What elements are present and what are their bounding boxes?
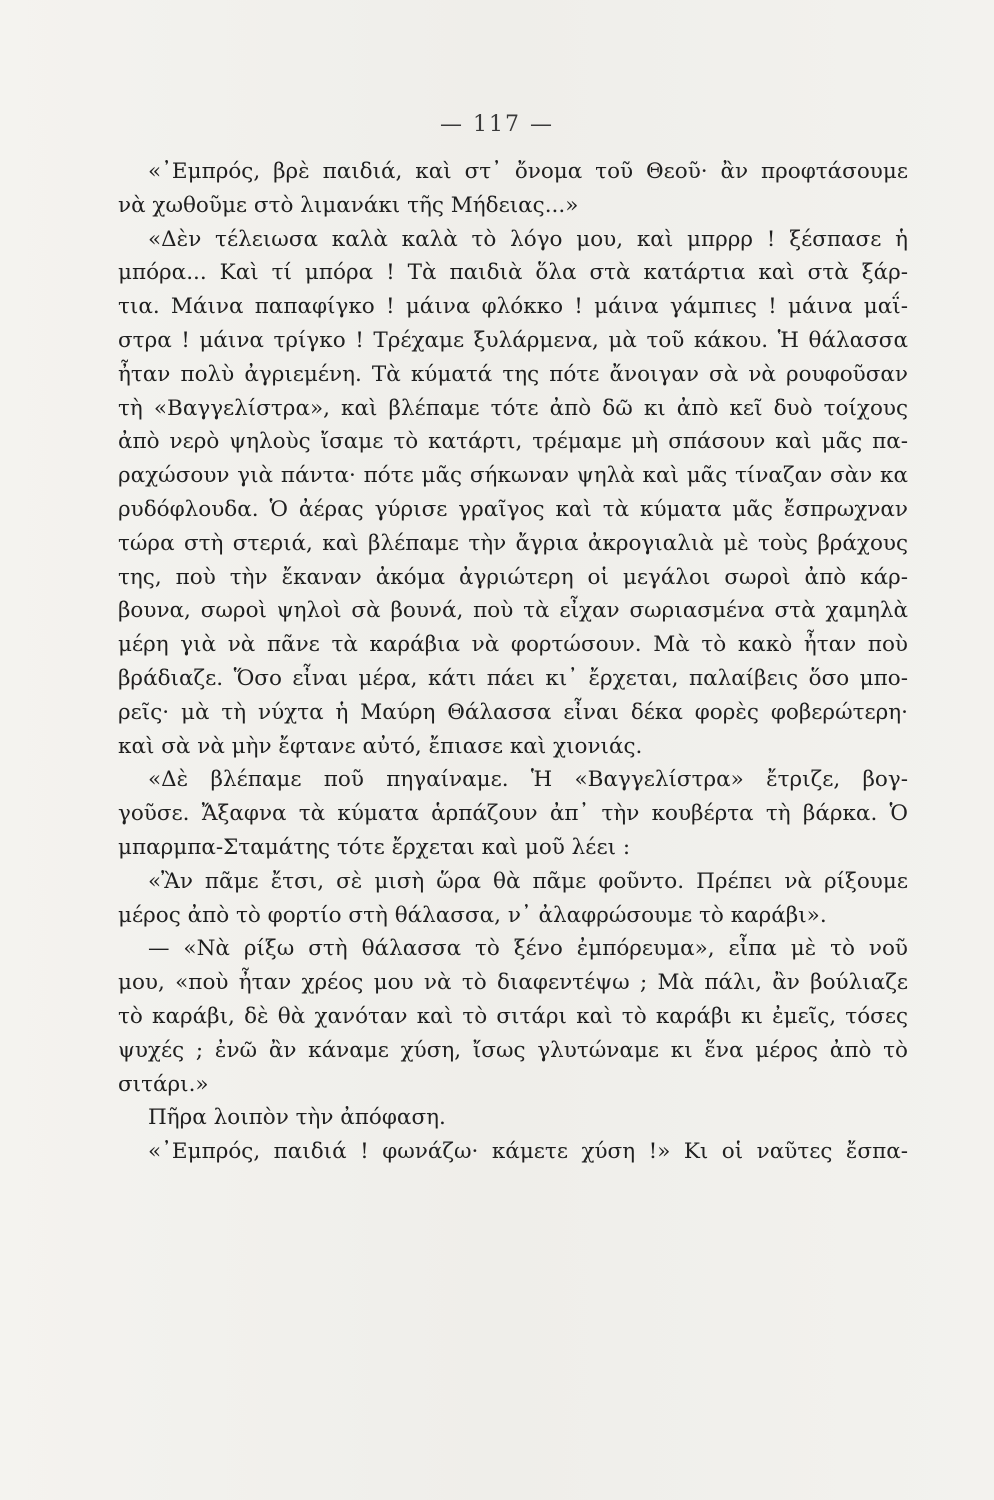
text-line: — «Νὰ ρίξω στὴ θάλασσα τὸ ξένο ἐμπόρευμα», εἶπα μὲ τὸ νοῦ xyxy=(148,936,908,962)
text-line: βράδιαζε. Ὅσο εἶναι μέρα, κάτι πάει κι᾿ ἔρχεται, παλαίβεις ὅσο μπο- xyxy=(118,665,908,691)
text-line: ἀπὸ νερὸ ψηλοὺς ἴσαμε τὸ κατάρτι, τρέμαμε μὴ σπάσουν καὶ μᾶς πα- xyxy=(118,429,908,455)
text-line: «Δὲ βλέπαμε ποῦ πηγαίναμε. Ἡ «Βαγγελίστρα» ἔτριζε, βογ- xyxy=(148,767,908,793)
text-line: τια. Μάινα παπαφίγκο ! μάινα φλόκκο ! μάινα γάμπιες ! μάινα μαΐ- xyxy=(118,294,908,320)
text-line: στρα ! μάινα τρίγκο ! Τρέχαμε ξυλάρμενα, μὰ τοῦ κάκου. Ἡ θάλασσα xyxy=(118,327,908,353)
text-line: μπαρμπα-Σταμάτης τότε ἔρχεται καὶ μοῦ λέει : xyxy=(118,834,631,860)
text-line: «Δὲν τέλειωσα καλὰ καλὰ τὸ λόγο μου, καὶ μπρρρ ! ξέσπασε ἡ xyxy=(148,226,908,252)
page-number: — 117 — xyxy=(440,112,554,137)
text-line: ρεῖς· μὰ τὴ νύχτα ἡ Μαύρη Θάλασσα εἶναι δέκα φορὲς φοβερώτερη· xyxy=(118,699,908,725)
text-line: μέρος ἀπὸ τὸ φορτίο στὴ θάλασσα, ν᾿ ἀλαφρώσουμε τὸ καράβι». xyxy=(118,902,827,928)
text-line: τὸ καράβι, δὲ θὰ χανόταν καὶ τὸ σιτάρι καὶ τὸ καράβι κι ἐμεῖς, τόσες xyxy=(118,1003,908,1029)
text-line: «Ἂν πᾶμε ἔτσι, σὲ μισὴ ὥρα θὰ πᾶμε φοῦντο. Πρέπει νὰ ρίξουμε xyxy=(148,868,908,894)
text-line: τὴ «Βαγγελίστρα», καὶ βλέπαμε τότε ἀπὸ δῶ κι ἀπὸ κεῖ δυὸ τοίχους xyxy=(118,395,908,421)
text-line: ψυχές ; ἐνῶ ἂν κάναμε χύση, ἴσως γλυτώναμε κι ἕνα μέρος ἀπὸ τὸ xyxy=(118,1037,908,1063)
text-line: μέρη γιὰ νὰ πᾶνε τὰ καράβια νὰ φορτώσουν. Μὰ τὸ κακὸ ἦταν ποὺ xyxy=(118,632,908,658)
body-text xyxy=(118,155,908,1169)
text-line: ραχώσουν γιὰ πάντα· πότε μᾶς σήκωναν ψηλὰ καὶ μᾶς τίναζαν σὰν κα xyxy=(118,463,908,489)
text-line: «᾿Εμπρός, βρὲ παιδιά, καὶ στ᾿ ὄνομα τοῦ Θεοῦ· ἂν προφτάσουμε xyxy=(148,159,908,184)
text-line: ρυδόφλουδα. Ὁ ἀέρας γύρισε γραῖγος καὶ τὰ κύματα μᾶς ἔσπρωχναν xyxy=(118,496,908,522)
text-line: μπόρα... Καὶ τί μπόρα ! Τὰ παιδιὰ ὅλα στὰ κατάρτια καὶ στὰ ξάρ- xyxy=(118,260,908,286)
text-line: γοῦσε. Ἄξαφνα τὰ κύματα ἁρπάζουν ἀπ᾿ τὴν κουβέρτα τὴ βάρκα. Ὁ xyxy=(118,801,908,827)
text-line: καὶ σὰ νὰ μὴν ἔφτανε αὐτό, ἔπιασε καὶ χιονιάς. xyxy=(118,733,643,759)
text-line: τώρα στὴ στεριά, καὶ βλέπαμε τὴν ἄγρια ἀκρογιαλιὰ μὲ τοὺς βράχους xyxy=(118,530,908,556)
text-line: νὰ χωθοῦμε στὸ λιμανάκι τῆς Μήδειας...» xyxy=(118,192,579,218)
text-line: «᾿Εμπρός, παιδιά ! φωνάζω· κάμετε χύση !» Κι οἱ ναῦτες ἔσπα- xyxy=(148,1139,908,1165)
text-line: βουνα, σωροὶ ψηλοὶ σὰ βουνά, ποὺ τὰ εἶχαν σωριασμένα στὰ χαμηλὰ xyxy=(118,598,908,624)
text-line: της, ποὺ τὴν ἔκαναν ἀκόμα ἀγριώτερη οἱ μεγάλοι σωροὶ ἀπὸ κάρ- xyxy=(118,564,908,590)
text-line: σιτάρι.» xyxy=(118,1071,209,1097)
text-line: ἦταν πολὺ ἀγριεμένη. Τὰ κύματά της πότε ἄνοιγαν σὰ νὰ ρουφοῦσαν xyxy=(118,361,908,387)
text-line: μου, «ποὺ ἦταν χρέος μου νὰ τὸ διαφεντέψω ; Μὰ πάλι, ἂν βούλιαζε xyxy=(118,970,908,996)
text-line: Πῆρα λοιπὸν τὴν ἀπόφαση. xyxy=(148,1105,446,1131)
